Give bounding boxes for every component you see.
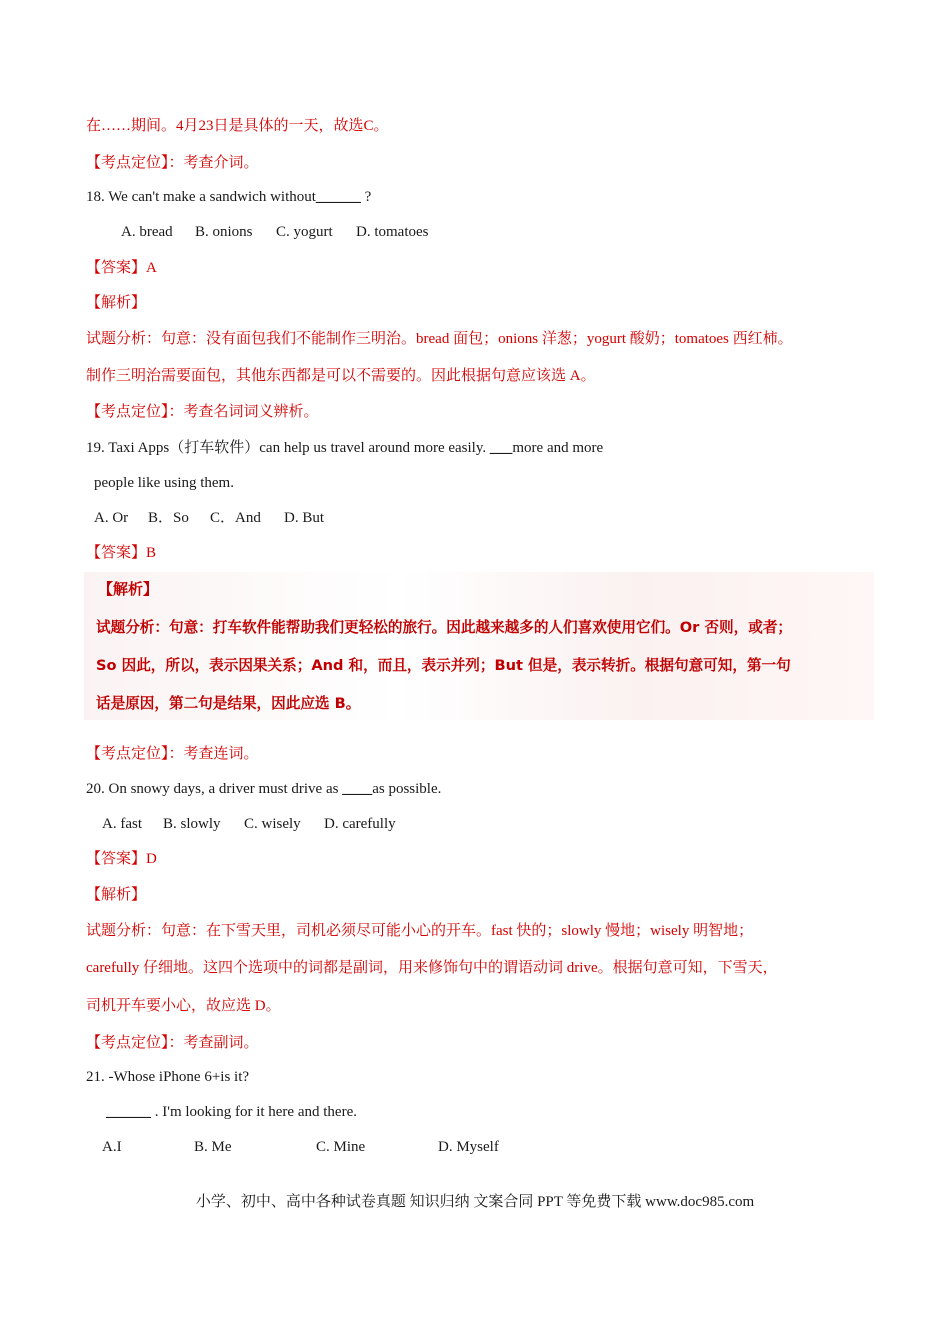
q19-analysis-label: 【解析】 bbox=[98, 580, 159, 598]
q19-answer: 【答案】B bbox=[86, 545, 157, 561]
q20-analysis-label: 【解析】 bbox=[86, 887, 147, 903]
q21-option-c: C. Mine bbox=[316, 1139, 366, 1155]
q19-option-a: A. Or bbox=[94, 510, 129, 526]
q20-option-c: C. wisely bbox=[244, 816, 301, 832]
q20-analysis-line-2: carefully 仔细地。这四个选项中的词都是副词，用来修饰句中的谓语动词 drive。根据句意可知，下雪天， bbox=[86, 960, 778, 976]
q21-stem: 21. -Whose iPhone 6+is it? bbox=[86, 1069, 250, 1085]
q18-option-c: C. yogurt bbox=[276, 224, 333, 240]
q20-analysis-line-3: 司机开车要小心，故应选 D。 bbox=[86, 998, 281, 1014]
q19-stem-text-b: more and more bbox=[512, 440, 604, 456]
q20-point: 【考点定位】：考查副词。 bbox=[86, 1035, 259, 1051]
q18-stem bbox=[86, 187, 371, 207]
q17-point: 【考点定位】：考查介词。 bbox=[86, 155, 259, 171]
q18-answer: 【答案】A bbox=[86, 260, 157, 276]
q18-option-b: B. onions bbox=[195, 224, 253, 240]
q17-analysis-tail: 在……期间。4月23日是具体的一天，故选C。 bbox=[86, 118, 389, 134]
q20-blank: ____ bbox=[342, 781, 373, 797]
q21-options bbox=[102, 1137, 499, 1157]
q20-stem-text-a: 20. On snowy days, a driver must drive as bbox=[86, 781, 343, 797]
q18-analysis-line-1: 试题分析：句意：没有面包我们不能制作三明治。bread 面包；onions 洋葱；yogurt 酸奶；tomatoes 西红柿。 bbox=[86, 331, 793, 347]
q20-option-d: D. carefully bbox=[324, 816, 396, 832]
q19-options bbox=[94, 508, 324, 528]
q21-option-a: A.I bbox=[102, 1139, 122, 1155]
q19-option-c: C．And bbox=[210, 510, 261, 526]
q19-option-b: B．So bbox=[148, 510, 189, 526]
q19-stem-cont: people like using them. bbox=[94, 475, 234, 491]
q18-stem-text: 18. We can't make a sandwich without bbox=[86, 189, 316, 205]
q20-answer: 【答案】D bbox=[86, 851, 157, 867]
q19-point: 【考点定位】：考查连词。 bbox=[86, 746, 259, 762]
q19-stem bbox=[86, 438, 603, 458]
q18-stem-end: ? bbox=[360, 189, 372, 205]
q19-stem-text-a: 19. Taxi Apps（打车软件）can help us travel around more easily. bbox=[86, 440, 490, 456]
q18-analysis-label: 【解析】 bbox=[86, 295, 147, 311]
q20-stem bbox=[86, 779, 441, 799]
q19-blank: ___ bbox=[489, 440, 513, 456]
q18-point: 【考点定位】：考查名词词义辨析。 bbox=[86, 404, 319, 420]
q18-blank: ______ bbox=[315, 189, 361, 205]
q18-options bbox=[121, 222, 429, 242]
q21-reply-text: . I'm looking for it here and there. bbox=[151, 1104, 357, 1120]
q19-option-d: D. But bbox=[284, 510, 325, 526]
q19-analysis-line-3: 话是原因，第二句是结果，因此应选 B。 bbox=[96, 695, 361, 712]
page-footer: 小学、初中、高中各种试卷真题 知识归纳 文案合同 PPT 等免费下载 www.doc985.com bbox=[195, 1194, 755, 1210]
q18-analysis-line-2: 制作三明治需要面包，其他东西都是可以不需要的。因此根据句意应该选 A。 bbox=[86, 368, 596, 384]
q20-options bbox=[102, 814, 396, 834]
q20-option-b: B. slowly bbox=[163, 816, 221, 832]
q20-option-a: A. fast bbox=[102, 816, 142, 832]
q18-option-a: A. bread bbox=[121, 224, 173, 240]
q21-option-b: B. Me bbox=[194, 1139, 232, 1155]
q19-analysis-line-1: 试题分析：句意：打车软件能帮助我们更轻松的旅行。因此越来越多的人们喜欢使用它们。Or 否则，或者； bbox=[96, 619, 793, 636]
q21-reply bbox=[106, 1102, 357, 1122]
q20-analysis-line-1: 试题分析：句意：在下雪天里，司机必须尽可能小心的开车。fast 快的；slowly 慢地；wisely 明智地； bbox=[86, 923, 754, 939]
q21-blank: ______ bbox=[106, 1104, 151, 1120]
q21-option-d: D. Myself bbox=[438, 1139, 499, 1155]
q18-option-d: D. tomatoes bbox=[356, 224, 429, 240]
q19-analysis-line-2: So 因此，所以，表示因果关系；And 和，而且，表示并列；But 但是，表示转折。根据句意可知，第一句 bbox=[96, 657, 791, 674]
q20-stem-text-b: as possible. bbox=[372, 781, 442, 797]
